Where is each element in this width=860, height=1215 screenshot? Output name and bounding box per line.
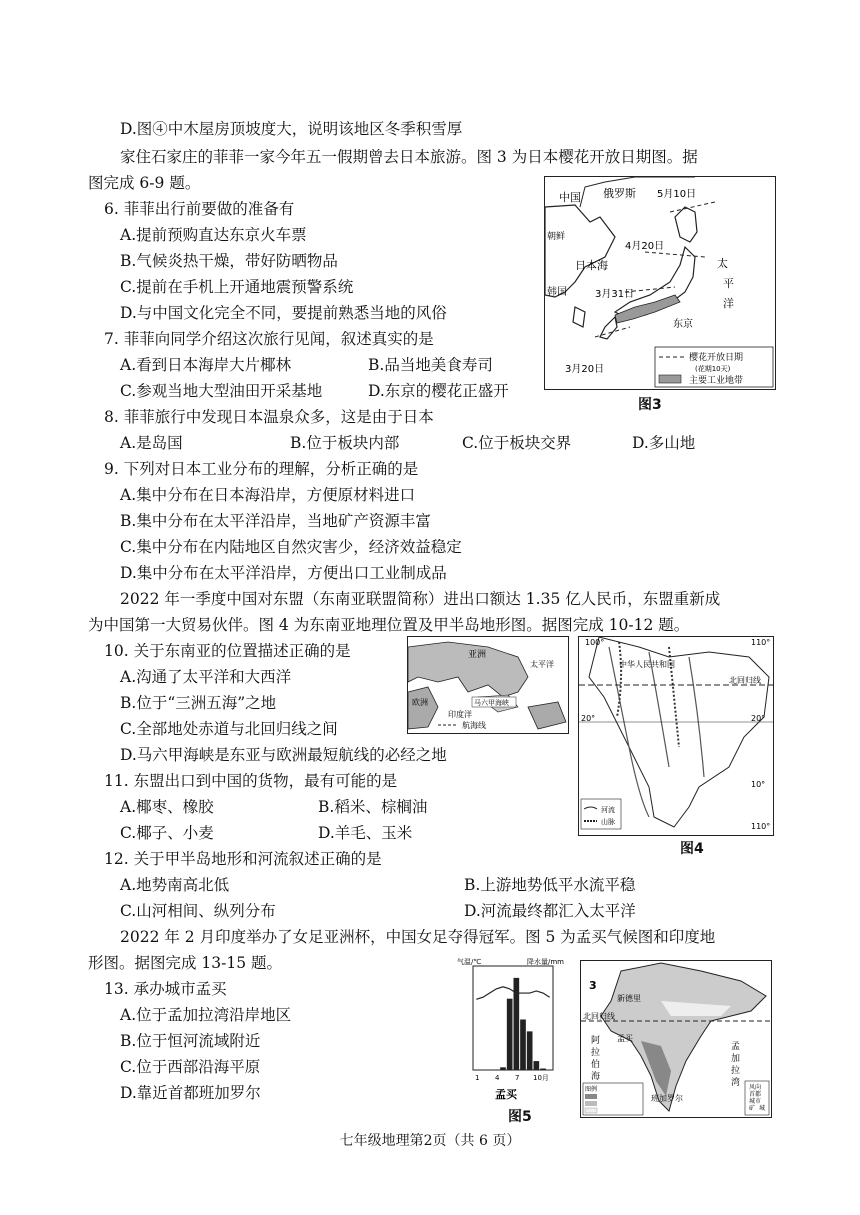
precip-bar xyxy=(527,1031,533,1070)
passage-1-line-1: 家住石家庄的菲菲一家今年五一假期曾去日本旅游。图 3 为日本樱花开放日期图。据 xyxy=(120,148,698,166)
label-japan-sea: 日本海 xyxy=(575,259,608,272)
label-tropic: 北回归线 xyxy=(729,676,761,685)
label-russia: 俄罗斯 xyxy=(603,187,636,200)
question-9-stem: 9. 下列对日本工业分布的理解，分析正确的是 xyxy=(104,460,419,478)
passage-2-line-1: 2022 年一季度中国对东盟（东南亚联盟简称）进出口额达 1.35 亿人民币，东盟重新成 xyxy=(120,590,721,608)
label-new-delhi: 新德里 xyxy=(617,994,641,1003)
climate-city: 孟买 xyxy=(495,1088,517,1101)
legend-item-capital: 首都 xyxy=(749,1091,762,1098)
q10-option-b[interactable]: B.位于“三洲五海”之地 xyxy=(120,694,277,712)
question-7-stem: 7. 菲菲向同学介绍这次旅行见闻，叙述真实的是 xyxy=(104,330,434,348)
label-lon-100-top: 100° xyxy=(585,638,605,647)
legend-river: 河流 xyxy=(601,806,615,814)
figure-5-caption: 图5 xyxy=(508,1109,532,1125)
q13-option-c[interactable]: C.位于西部沿海平原 xyxy=(120,1058,261,1076)
precip-bar xyxy=(500,1067,506,1070)
label-asia: 亚洲 xyxy=(468,650,487,660)
legend-industrial: 主要工业地带 xyxy=(689,376,744,386)
precip-bar xyxy=(507,999,513,1070)
precip-bar xyxy=(534,1061,540,1070)
label-date-0420: 4月20日 xyxy=(625,241,665,252)
legend-item-wind: 风向 xyxy=(749,1084,762,1091)
label-mumbai: 孟买 xyxy=(617,1034,633,1043)
passage-3-line-2: 形图。据图完成 13-15 题。 xyxy=(88,954,283,972)
label-bengal-3: 拉 xyxy=(731,1066,741,1076)
q10-option-a[interactable]: A.沟通了太平洋和大西洋 xyxy=(120,668,292,686)
label-pacific: 太平洋 xyxy=(530,660,554,669)
label-tropic: 北回归线 xyxy=(583,1012,615,1021)
label-pacific-3: 洋 xyxy=(723,297,734,310)
q6-option-c[interactable]: C.提前在手机上开通地震预警系统 xyxy=(120,278,354,296)
passage-1-line-2: 图完成 6-9 题。 xyxy=(88,174,201,192)
label-tokyo: 东京 xyxy=(673,319,693,330)
q8-option-a[interactable]: A.是岛国 xyxy=(120,434,183,452)
q7-option-c[interactable]: C.参观当地大型油田开采基地 xyxy=(120,382,323,400)
q11-option-d[interactable]: D.羊毛、玉米 xyxy=(318,824,413,842)
q12-option-b[interactable]: B.上游地势低平水流平稳 xyxy=(464,876,636,894)
month-7: 7 xyxy=(515,1074,520,1082)
precip-bar xyxy=(520,1019,526,1070)
figure-4-peninsula-map xyxy=(578,636,774,836)
q8-option-d[interactable]: D.多山地 xyxy=(632,434,696,452)
figure-5-india-map xyxy=(580,960,772,1118)
question-6-stem: 6. 菲菲出行前要做的准备有 xyxy=(104,200,295,218)
climate-chart-svg xyxy=(455,958,570,1108)
q8-option-b[interactable]: B.位于板块内部 xyxy=(290,434,400,452)
precip-bar xyxy=(540,1069,546,1070)
label-north-korea: 朝鲜 xyxy=(547,232,566,242)
label-bengal-4: 湾 xyxy=(731,1078,741,1088)
q11-option-c[interactable]: C.椰子、小麦 xyxy=(120,824,214,842)
peninsula-map-svg xyxy=(579,637,773,835)
q10-option-d[interactable]: D.马六甲海峡是东亚与欧洲最短航线的必经之地 xyxy=(120,746,447,764)
label-europe: 欧洲 xyxy=(412,698,428,707)
label-arabian-1: 阿 xyxy=(591,1036,601,1046)
legend-item-city: 城市 xyxy=(749,1098,762,1105)
legend-title: 图例 xyxy=(585,1086,598,1093)
question-13-stem: 13. 承办城市孟买 xyxy=(104,980,227,998)
label-lat-20: 20° xyxy=(581,714,596,723)
q10-option-c[interactable]: C.全部地处赤道与北回归线之间 xyxy=(120,720,338,738)
q7-option-d[interactable]: D.东京的樱花正盛开 xyxy=(368,382,509,400)
label-date-0320: 3月20日 xyxy=(565,364,605,375)
q7-option-b[interactable]: B.品当地美食寿司 xyxy=(368,356,493,374)
figure-4-asia-map xyxy=(407,636,569,734)
q9-option-c[interactable]: C.集中分布在内陆地区自然灾害少，经济效益稳定 xyxy=(120,538,462,556)
figure-5-climate-chart xyxy=(455,958,570,1108)
q9-option-a[interactable]: A.集中分布在日本海沿岸，方便原材料进口 xyxy=(120,486,416,504)
month-4: 4 xyxy=(495,1074,500,1082)
india-map-svg xyxy=(581,961,771,1117)
prev-option-d: D.图④中木屋房顶坡度大，说明该地区冬季积雪厚 xyxy=(120,120,463,138)
label-lat-10: 10° xyxy=(751,780,766,789)
q13-option-d[interactable]: D.靠近首都班加罗尔 xyxy=(120,1084,261,1102)
climate-axis-right: 降水量/mm xyxy=(527,958,564,966)
q8-option-c[interactable]: C.位于板块交界 xyxy=(462,434,572,452)
q11-option-b[interactable]: B.稻米、棕榈油 xyxy=(318,798,428,816)
q6-option-b[interactable]: B.气候炎热干燥，带好防晒物品 xyxy=(120,252,338,270)
label-south-korea: 韩国 xyxy=(547,287,567,298)
label-bangalore: 班加罗尔 xyxy=(651,1094,683,1103)
japan-map-svg xyxy=(545,177,775,389)
q6-option-a[interactable]: A.提前预购直达东京火车票 xyxy=(120,226,307,244)
question-10-stem: 10. 关于东南亚的位置描述正确的是 xyxy=(104,642,351,660)
q6-option-d[interactable]: D.与中国文化完全不同，要提前熟悉当地的风俗 xyxy=(120,304,447,322)
label-arabian-4: 海 xyxy=(591,1072,601,1082)
question-8-stem: 8. 菲菲旅行中发现日本温泉众多，这是由于日本 xyxy=(104,408,434,426)
label-arabian-3: 伯 xyxy=(591,1060,601,1070)
question-12-stem: 12. 关于甲半岛地形和河流叙述正确的是 xyxy=(104,850,382,868)
q12-option-d[interactable]: D.河流最终都汇入太平洋 xyxy=(464,902,636,920)
q12-option-c[interactable]: C.山河相间、纵列分布 xyxy=(120,902,276,920)
label-prc: 中华人民共和国 xyxy=(619,660,675,669)
legend-item-mine: 矿 xyxy=(749,1105,756,1112)
q11-option-a[interactable]: A.椰枣、橡胶 xyxy=(120,798,214,816)
climate-axis-left: 气温/℃ xyxy=(457,958,482,966)
page-footer: 七年级地理第2页（共 6 页） xyxy=(339,1133,521,1149)
label-pacific-2: 平 xyxy=(723,277,734,290)
label-bengal-1: 孟 xyxy=(731,1042,741,1052)
legend-bloom-date: 樱花开放日期 xyxy=(689,353,744,363)
asia-map-svg xyxy=(408,637,568,733)
q13-option-a[interactable]: A.位于孟加拉湾沿岸地区 xyxy=(120,1006,292,1024)
q7-option-a[interactable]: A.看到日本海岸大片椰林 xyxy=(120,356,292,374)
legend-item-town: 城 xyxy=(759,1105,766,1112)
label-lon-110-bottom: 110° xyxy=(751,822,771,831)
figure-3-japan-map xyxy=(544,176,776,390)
passage-3-line-1: 2022 年 2 月印度举办了女足亚洲杯，中国女足夺得冠军。图 5 为孟买气候图和印度地 xyxy=(120,928,716,946)
label-lat-20-right: 20° xyxy=(751,714,766,723)
month-10: 10月 xyxy=(533,1074,549,1082)
label-date-0510: 5月10日 xyxy=(657,189,697,200)
month-1: 1 xyxy=(475,1074,480,1082)
q9-option-d[interactable]: D.集中分布在太平洋沿岸，方便出口工业制成品 xyxy=(120,564,447,582)
label-date-0331: 3月31日 xyxy=(595,289,635,300)
q9-option-b[interactable]: B.集中分布在太平洋沿岸，当地矿产资源丰富 xyxy=(120,512,431,530)
passage-2-line-2: 为中国第一大贸易伙伴。图 4 为东南亚地理位置及甲半岛地形图。据图完成 10-12 题。 xyxy=(88,616,690,634)
label-pacific-1: 太 xyxy=(717,257,728,270)
label-china: 中国 xyxy=(559,191,581,204)
label-indian-ocean: 印度洋 xyxy=(448,710,472,719)
q13-option-b[interactable]: B.位于恒河流域附近 xyxy=(120,1032,261,1050)
label-malacca: 马六甲海峡 xyxy=(474,699,509,707)
figure-3-caption: 图3 xyxy=(638,397,662,413)
legend-mountain: 山脉 xyxy=(601,818,615,826)
label-bengal-2: 加 xyxy=(731,1054,741,1064)
label-route: 航海线 xyxy=(462,721,486,730)
figure-4-caption: 图4 xyxy=(680,841,704,857)
label-number-3: 3 xyxy=(589,979,597,992)
q12-option-a[interactable]: A.地势南高北低 xyxy=(120,876,230,894)
label-lon-110-top: 110° xyxy=(751,638,771,647)
legend-bloom-period: (花期10天) xyxy=(695,365,731,373)
label-arabian-2: 拉 xyxy=(591,1048,601,1058)
question-11-stem: 11. 东盟出口到中国的货物，最有可能的是 xyxy=(104,772,398,790)
